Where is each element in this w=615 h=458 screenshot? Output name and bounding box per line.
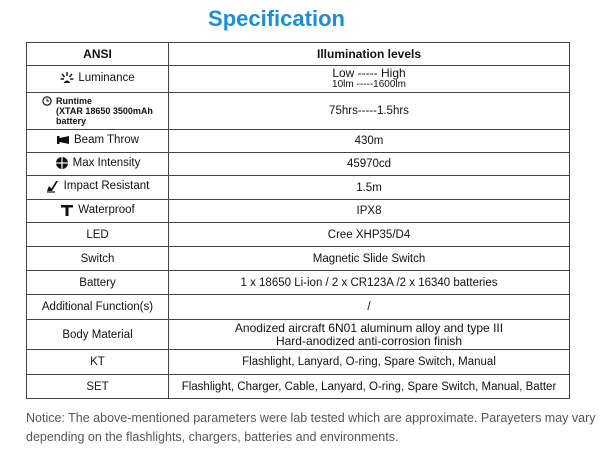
table-row — [27, 176, 570, 200]
row-value: 1 x 18650 Li-ion / 2 x CR123A /2 x 16340 batteries — [169, 271, 570, 295]
row-label — [27, 93, 169, 130]
row-label: LED — [27, 223, 169, 247]
row-value: 430m — [169, 130, 570, 153]
waterproof-icon — [60, 203, 74, 217]
max-intensity-label: Max Intensity — [72, 156, 141, 169]
runtime-label-battery-2: battery — [56, 116, 87, 126]
beam-throw-label: Beam Throw — [74, 133, 139, 146]
row-value: Flashlight, Lanyard, O-ring, Spare Switch, Manual — [169, 350, 570, 375]
row-label: KT — [27, 350, 169, 375]
sunburst-icon — [60, 71, 74, 85]
table-row — [27, 66, 570, 93]
row-value — [169, 320, 570, 350]
row-value: 1.5m — [169, 176, 570, 200]
runtime-label-battery: (XTAR 18650 3500mAh — [56, 106, 153, 116]
table-header-row — [27, 43, 570, 66]
luminance-value-line1: Low ----- High — [332, 66, 406, 80]
row-value: IPX8 — [169, 200, 570, 223]
spec-table — [26, 42, 570, 399]
body-material-value-line1: Anodized aircraft 6N01 aluminum alloy and type III — [234, 320, 504, 335]
table-row — [27, 295, 570, 320]
row-label: Battery — [27, 271, 169, 295]
table-row — [27, 223, 570, 247]
row-label — [27, 176, 169, 200]
row-label: SET — [27, 375, 169, 399]
table-row — [27, 320, 570, 350]
crosshair-icon — [55, 156, 69, 170]
table-row — [27, 350, 570, 375]
body-material-value-line2: Hard-anodized anti-corrosion finish — [275, 333, 463, 348]
row-value — [169, 66, 570, 93]
row-label — [27, 153, 169, 176]
row-label: Body Material — [27, 320, 169, 350]
row-label — [27, 200, 169, 223]
row-value: Cree XHP35/D4 — [169, 223, 570, 247]
table-row — [27, 153, 570, 176]
page-title: Specification — [208, 6, 345, 31]
row-label: Switch — [27, 247, 169, 271]
row-label — [27, 66, 169, 93]
table-row — [27, 247, 570, 271]
header-ansi: ANSI — [27, 43, 169, 66]
row-label — [27, 130, 169, 153]
row-value: 75hrs-----1.5hrs — [169, 93, 570, 130]
notice-text: Notice: The above-mentioned parameters were lab tested which are approximate. Parayeters may vary depending on the flashlights, chargers, batteries and environments. — [26, 411, 596, 444]
table-row — [27, 375, 570, 399]
table-row — [27, 271, 570, 295]
row-value: Magnetic Slide Switch — [169, 247, 570, 271]
table-row — [27, 93, 570, 130]
impact-resistant-label: Impact Resistant — [63, 180, 150, 192]
clock-icon — [42, 96, 52, 106]
row-label: Additional Function(s) — [27, 295, 169, 320]
table-row — [27, 200, 570, 223]
luminance-value-line2: 10lm -----1600lm — [332, 79, 406, 90]
table-row — [27, 130, 570, 153]
runtime-label: Runtime — [56, 96, 93, 106]
waterproof-label: Waterproof — [78, 203, 135, 216]
row-value: / — [169, 295, 570, 320]
header-illumination-levels: Illumination levels — [169, 43, 570, 66]
row-value: 45970cd — [169, 153, 570, 176]
beam-icon — [56, 133, 70, 147]
impact-icon — [46, 179, 60, 193]
row-value: Flashlight, Charger, Cable, Lanyard, O-ring, Spare Switch, Manual, Batter — [169, 375, 570, 399]
luminance-label: Luminance — [78, 71, 135, 84]
